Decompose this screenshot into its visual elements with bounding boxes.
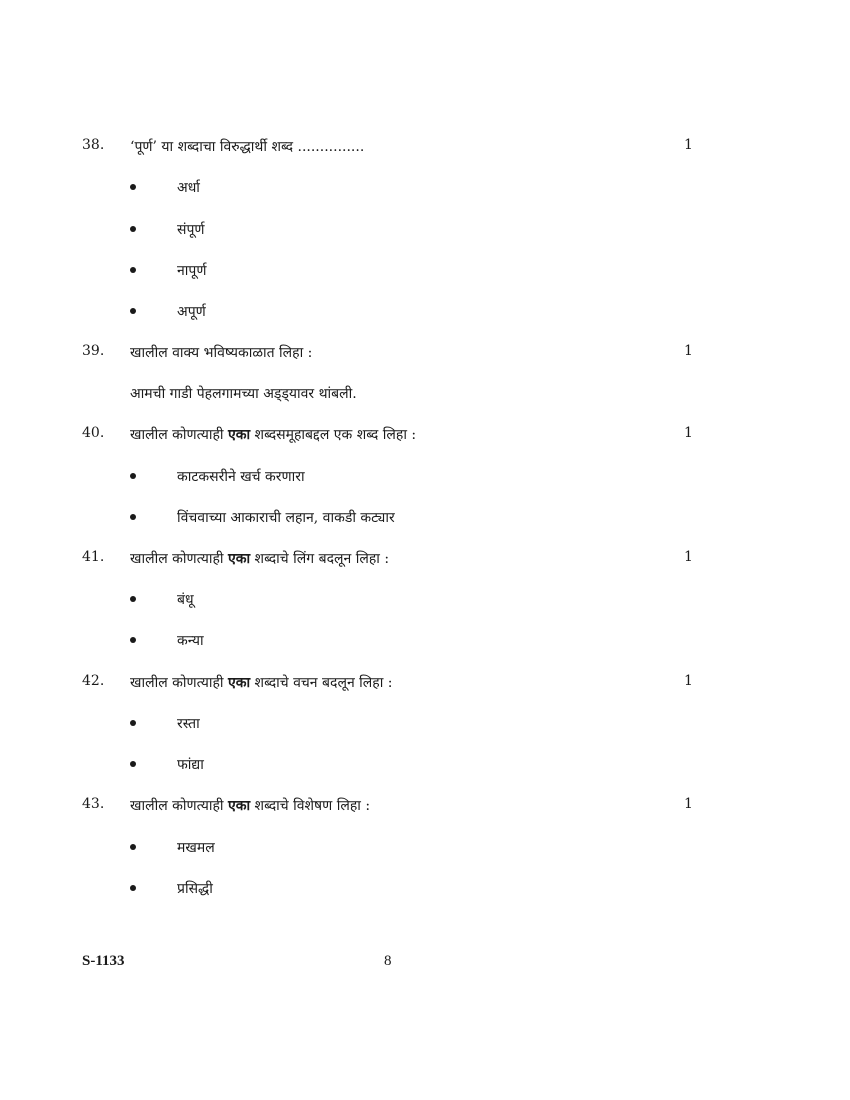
question-marks: 1 [684, 425, 693, 441]
bullet-icon [130, 514, 136, 520]
bullet-icon [130, 473, 136, 479]
option-text: मखमल [177, 840, 215, 856]
option-text: अपूर्ण [177, 304, 206, 320]
option-item [0, 714, 850, 738]
bullet-icon [130, 761, 136, 767]
question-number: 42. [82, 673, 105, 689]
option-item [0, 590, 850, 614]
question-42 [0, 673, 850, 697]
option-item [0, 302, 850, 326]
question-text-pre: खालील कोणत्याही [130, 798, 228, 814]
question-number: 41. [82, 549, 105, 565]
question-text-pre: खालील कोणत्याही [130, 675, 228, 691]
question-text [130, 425, 416, 444]
option-item [0, 261, 850, 285]
option-text: अर्धा [177, 180, 200, 196]
bullet-icon [130, 267, 136, 273]
bullet-icon [130, 308, 136, 314]
option-item [0, 508, 850, 532]
bullet-icon [130, 226, 136, 232]
option-text: प्रसिद्धी [177, 881, 213, 897]
bullet-icon [130, 720, 136, 726]
option-text: कन्या [177, 633, 204, 649]
question-marks: 1 [684, 343, 693, 359]
question-39 [0, 343, 850, 367]
option-text: नापूर्ण [177, 263, 207, 279]
question-text [130, 796, 370, 815]
question-text [130, 549, 389, 568]
option-item [0, 220, 850, 244]
question-text-post: शब्दाचे लिंग बदलून लिहा : [250, 551, 390, 567]
question-text-post: शब्दसमूहाबद्दल एक शब्द लिहा : [250, 427, 417, 443]
bullet-icon [130, 184, 136, 190]
question-41 [0, 549, 850, 573]
question-text: ‘पूर्ण’ या शब्दाचा विरुद्धार्थी शब्द ............... [130, 139, 365, 155]
question-43 [0, 796, 850, 820]
question-marks: 1 [684, 796, 693, 812]
option-item [0, 879, 850, 903]
option-item [0, 467, 850, 491]
option-text: संपूर्ण [177, 222, 205, 238]
question-text-emphasis: एका [227, 427, 251, 443]
option-item [0, 178, 850, 202]
bullet-icon [130, 844, 136, 850]
page-number: 8 [384, 953, 392, 969]
bullet-icon [130, 885, 136, 891]
paper-code: S-1133 [82, 953, 125, 969]
question-text-post: शब्दाचे विशेषण लिहा : [250, 798, 371, 814]
question-text-post: शब्दाचे वचन बदलून लिहा : [250, 675, 393, 691]
question-sentence: आमची गाडी पेहलगामच्या अड्ड्यावर थांबली. [130, 386, 357, 402]
question-38 [0, 137, 850, 161]
option-text: विंचवाच्या आकाराची लहान, वाकडी कट्यार [177, 510, 395, 526]
question-text-pre: खालील कोणत्याही [130, 427, 228, 443]
bullet-icon [130, 596, 136, 602]
option-text: बंधू [177, 592, 194, 608]
bullet-icon [130, 637, 136, 643]
option-item [0, 755, 850, 779]
question-text-pre: खालील कोणत्याही [130, 551, 228, 567]
question-marks: 1 [684, 549, 693, 565]
question-text: खालील वाक्य भविष्यकाळात लिहा : [130, 345, 313, 361]
question-marks: 1 [684, 137, 693, 153]
question-text [130, 673, 393, 692]
question-marks: 1 [684, 673, 693, 689]
option-item [0, 631, 850, 655]
option-text: काटकसरीने खर्च करणारा [177, 469, 305, 485]
option-text: फांद्या [177, 757, 204, 773]
question-number: 39. [82, 343, 105, 359]
question-text-emphasis: एका [227, 675, 251, 691]
option-item [0, 838, 850, 862]
question-number: 38. [82, 137, 105, 153]
question-number: 40. [82, 425, 105, 441]
question-40 [0, 425, 850, 449]
question-number: 43. [82, 796, 105, 812]
question-text-emphasis: एका [227, 551, 251, 567]
option-text: रस्ता [177, 716, 200, 732]
question-text-emphasis: एका [227, 798, 251, 814]
